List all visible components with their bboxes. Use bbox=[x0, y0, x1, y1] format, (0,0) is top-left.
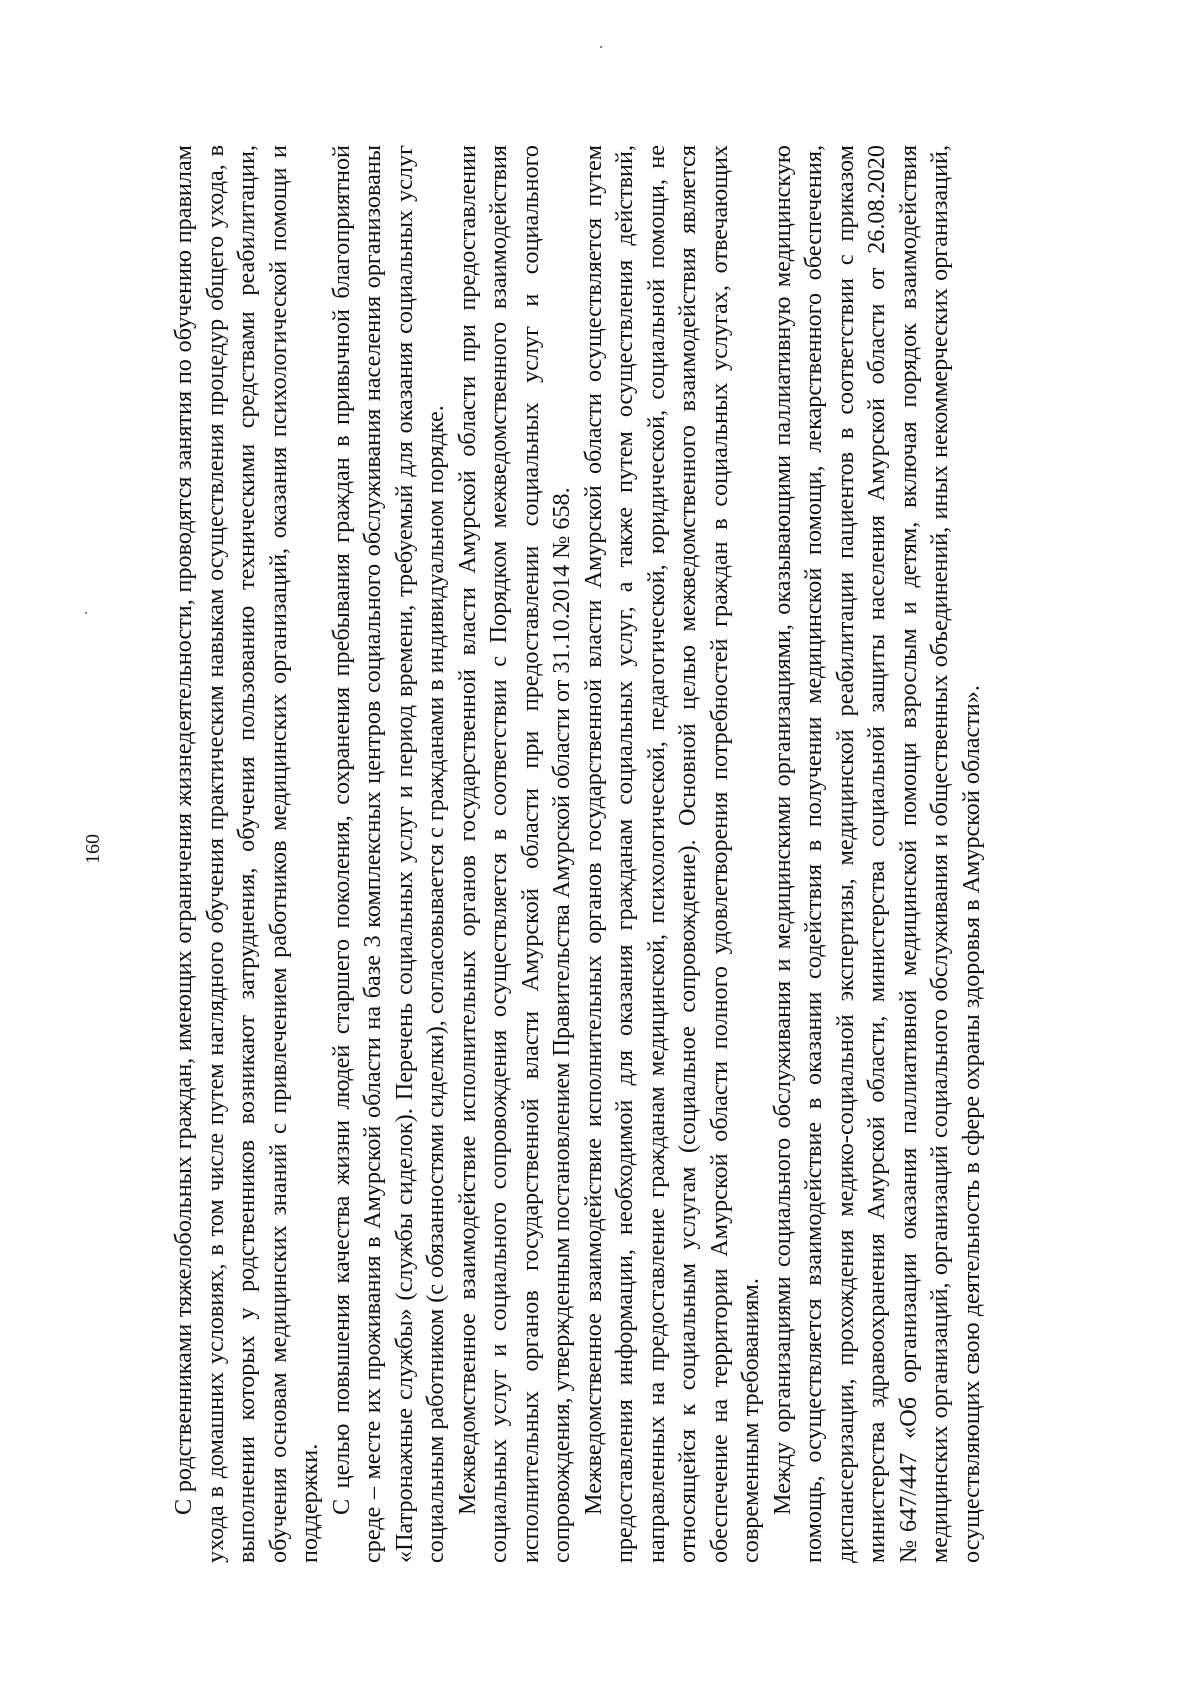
scan-speck bbox=[600, 46, 602, 48]
paragraph-interagency-goal: Межведомственное взаимодействие исполнительных органов государственной власти Амурской области осуществляется путем предоставления информации, необходимой для оказания гражданам социальных услуг, а также путем осуществления действий, направленных на предоставление гражданам медицинской, психологической, педагогической, юридической, социальной помощи, не относящейся к социальным услугам (социальное сопровождение). Основной целью межведомственного взаимодействия является обеспечение на территории Амурской области полного удовлетворения потребностей граждан в социальных услугах, отвечающих современным требованиям. bbox=[579, 145, 764, 1563]
page-number: 160 bbox=[82, 834, 104, 864]
paragraph-patronage-services: С целью повышения качества жизни людей старшего поколения, сохранения пребывания граждан в привычной благоприятной среде – месте их проживания в Амурской области на базе 3 комплексных центров социального обслуживания населения организованы «Патронажные службы» (службы сиделок). Перечень социальных услуг и период времени, требуемый для оказания социальных услуг социальным работником (с обязанностями сиделки), согласовывается с гражданами в индивидуальном порядке. bbox=[327, 145, 449, 1563]
paragraph-palliative-care: Между организациями социального обслуживания и медицинскими организациями, оказывающими паллиативную медицинскую помощь, осуществляется взаимодействие в оказании содействия в получении медицинской помощи, лекарственного обеспечения, диспансеризации, прохождения медико-социальной экспертизы, медицинской реабилитации пациентов в соответствии с приказом министерства здравоохранения Амурской области, министерства социальной защиты населения Амурской области от 26.08.2020 №647/447 «Об организации оказания паллиативной медицинской помощи взрослым и детям, включая порядок взаимодействия медицинских организаций, организаций социального обслуживания и общественных объединений, иных некоммерческих организаций, осуществляющих свою деятельность в сфере охраны здоровья в Амурской области». bbox=[768, 145, 985, 1563]
scan-speck bbox=[85, 612, 87, 614]
paragraph-interagency-procedure: Межведомственное взаимодействие исполнительных органов государственной власти Амурской области при предоставлении социальных услуг и социального сопровождения осуществляется в соответствии с Порядком межведомственного взаимодействия исполнительных органов государственной власти Амурской области при предоставлении социальных услуг и социального сопровождения, утвержденным постановлением Правительства Амурской области от 31.10.2014 № 658. bbox=[453, 145, 575, 1563]
body-text bbox=[168, 145, 987, 1563]
paragraph-relatives-training: С родственниками тяжелобольных граждан, имеющих ограничения жизнедеятельности, проводятся занятия по обучению правилам ухода в домашних условиях, в том числе путем наглядного обучения практическим навыкам осуществления процедур общего ухода, в выполнении которых у родственников возникают затруднения, обучения пользованию техническими средствами реабилитации, обучения основам медицинских знаний с привлечением работников медицинских организаций, оказания психологической помощи и поддержки. bbox=[170, 145, 323, 1563]
